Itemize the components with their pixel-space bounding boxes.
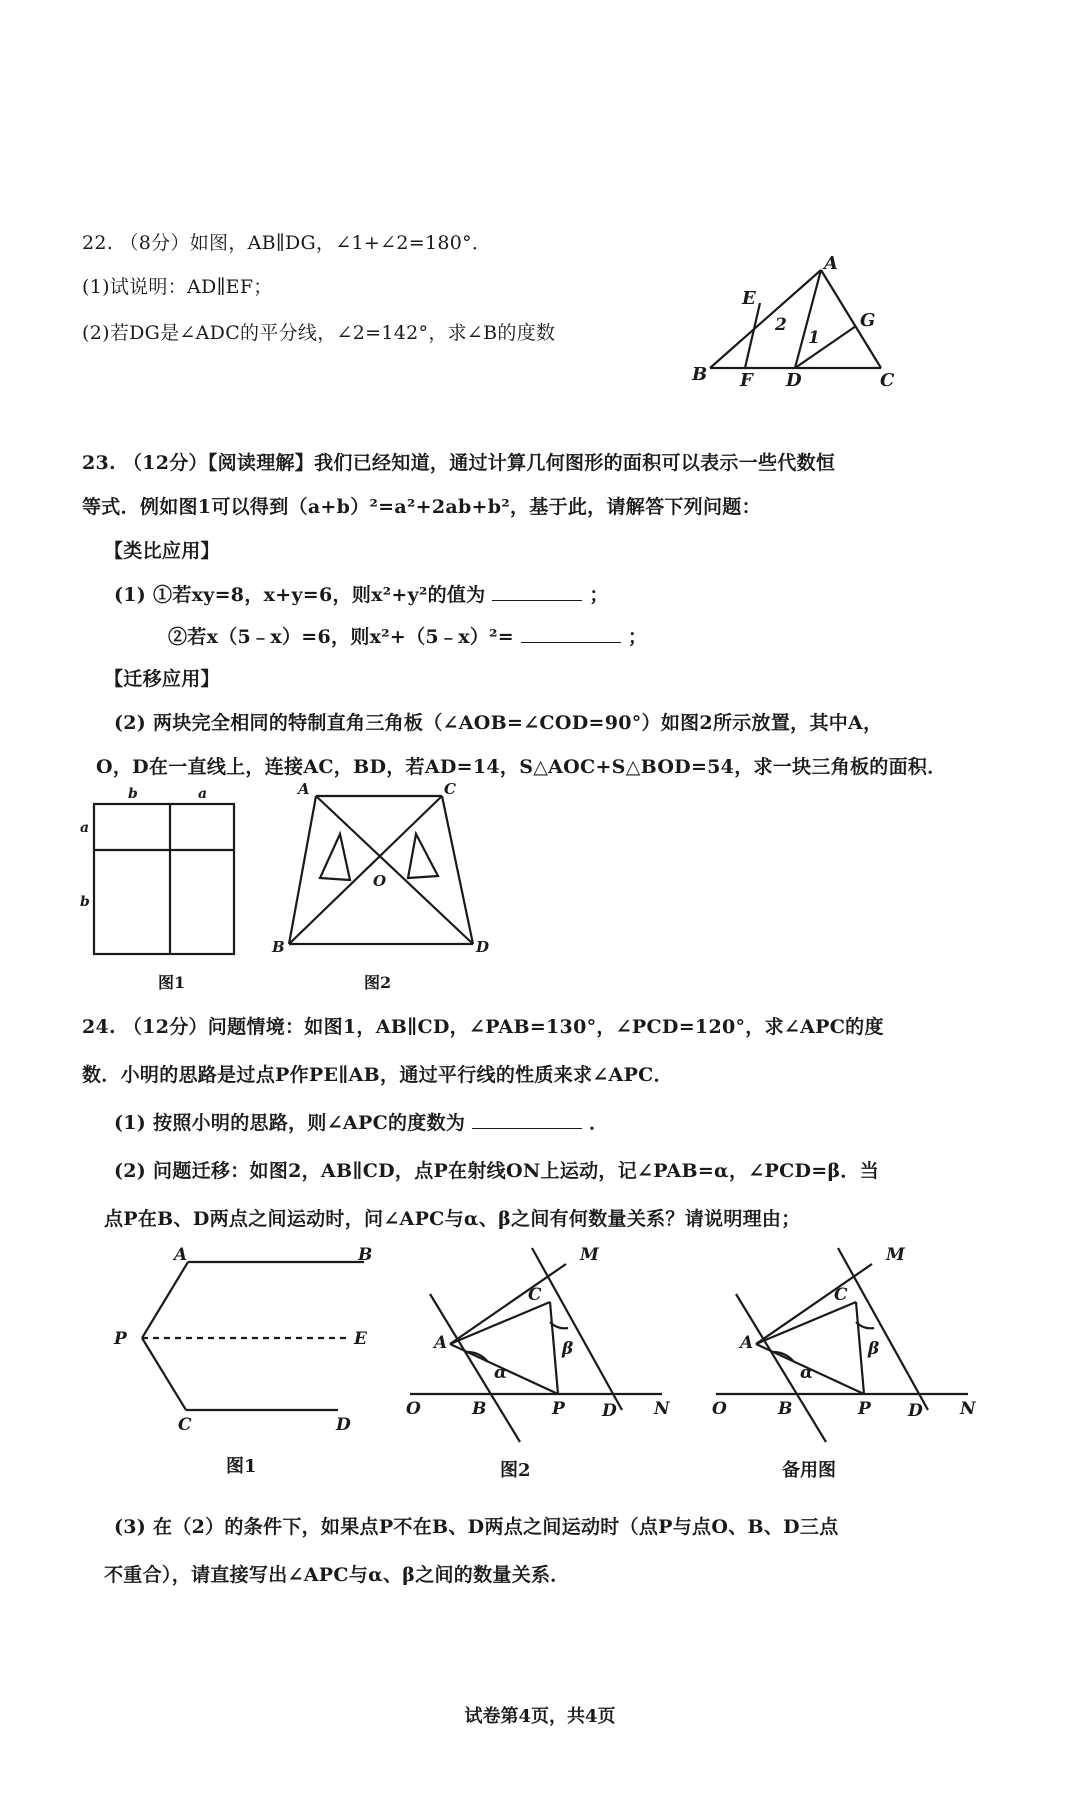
q24-figure3 bbox=[706, 1244, 996, 1480]
q24-fig3-label-M: M bbox=[886, 1245, 905, 1265]
q22-label-A: A bbox=[824, 253, 838, 274]
q23-figure2 bbox=[268, 780, 498, 992]
q24-fig1-label-B: B bbox=[358, 1245, 373, 1265]
q23-fig2-label-B: B bbox=[272, 938, 285, 956]
q24-p1-end: ． bbox=[589, 1112, 609, 1134]
q24-figure2 bbox=[400, 1244, 690, 1480]
q24-fig3-label-beta: β bbox=[868, 1339, 880, 1359]
q23-fig2-label-C: C bbox=[444, 780, 456, 798]
q24-fig1-label-P: P bbox=[114, 1329, 127, 1349]
q22-part1: (1)试说明：AD∥EF； bbox=[82, 276, 273, 298]
q24-p1 bbox=[114, 1108, 608, 1135]
q23-p1b bbox=[168, 622, 647, 649]
q22-label-C: C bbox=[880, 370, 895, 391]
q24-p2a: (2) 问题迁移：如图2，AB∥CD，点P在射线ON上运动，记∠PAB=α，∠PCD=β．当 bbox=[114, 1160, 880, 1182]
q23-p1b-blank[interactable] bbox=[521, 628, 621, 643]
q23-section2: 【迁移应用】 bbox=[104, 668, 220, 690]
q24-fig3-label-C: C bbox=[834, 1285, 848, 1305]
q22-part2: (2)若DG是∠ADC的平分线，∠2=142°，求∠B的度数 bbox=[82, 322, 556, 344]
q23-p1a-text: (1) ①若xy=8，x+y=6，则x²+y²的值为 bbox=[114, 584, 486, 606]
q23-section1: 【类比应用】 bbox=[104, 540, 220, 562]
q24-fig3-caption: 备用图 bbox=[782, 1460, 836, 1481]
q22-label-B: B bbox=[692, 364, 708, 385]
q24-fig2-label-C: C bbox=[528, 1285, 542, 1305]
q24-p3b: 不重合），请直接写出∠APC与α、β之间的数量关系． bbox=[104, 1564, 570, 1586]
q24-fig2-label-D: D bbox=[602, 1401, 617, 1421]
q24-fig2-label-A: A bbox=[434, 1333, 448, 1353]
q24-fig2-label-P: P bbox=[552, 1399, 565, 1419]
q24-fig2-label-O: O bbox=[406, 1399, 421, 1419]
q22-label-1: 1 bbox=[808, 328, 820, 348]
q24-fig2-label-alpha: α bbox=[494, 1363, 508, 1383]
q23-fig2-label-O: O bbox=[373, 872, 387, 890]
q24-fig3-label-D: D bbox=[908, 1401, 923, 1421]
q23-fig2-label-D: D bbox=[476, 938, 490, 956]
q22-label-F: F bbox=[740, 370, 753, 391]
q24-fig1-label-A: A bbox=[174, 1245, 188, 1265]
q24-figure1 bbox=[102, 1245, 382, 1478]
q24-header2: 数．小明的思路是过点P作PE∥AB，通过平行线的性质来求∠APC． bbox=[82, 1064, 673, 1086]
q24-fig2-label-M: M bbox=[580, 1245, 599, 1265]
q24-p1-blank[interactable] bbox=[472, 1114, 582, 1129]
q24-fig3-label-P: P bbox=[858, 1399, 871, 1419]
page-footer: 试卷第4页，共4页 bbox=[464, 1706, 616, 1727]
q23-fig2-caption: 图2 bbox=[364, 973, 392, 992]
q23-fig1-label-a-top: a bbox=[198, 786, 208, 802]
q24-fig2-label-beta: β bbox=[562, 1339, 574, 1359]
q23-figure1 bbox=[78, 782, 248, 992]
q23-p2b: O，D在一直线上，连接AC，BD，若AD=14，S△AOC+S△BOD=54，求一块三角板的面积． bbox=[96, 756, 947, 778]
q23-p1a bbox=[114, 580, 609, 607]
q22-label-E: E bbox=[742, 288, 756, 309]
q24-fig2-label-N: N bbox=[654, 1399, 670, 1419]
q24-fig1-label-C: C bbox=[178, 1415, 192, 1435]
q23-p1a-end: ； bbox=[589, 584, 609, 606]
q24-fig1-label-E: E bbox=[354, 1329, 367, 1349]
q23-fig1-label-b-left: b bbox=[80, 894, 90, 910]
q22-figure bbox=[680, 253, 910, 398]
q24-fig1-caption: 图1 bbox=[226, 1456, 257, 1477]
q24-fig3-label-N: N bbox=[960, 1399, 976, 1419]
q24-fig2-label-B: B bbox=[472, 1399, 487, 1419]
q23-p1b-end: ； bbox=[627, 626, 648, 648]
q23-fig1-label-b-top: b bbox=[128, 786, 138, 802]
q24-p1-text: (1) 按照小明的思路，则∠APC的度数为 bbox=[114, 1112, 466, 1134]
q23-fig2-label-A: A bbox=[298, 780, 310, 798]
q22-label-D: D bbox=[786, 370, 802, 391]
q24-fig3-label-A: A bbox=[740, 1333, 754, 1353]
q24-fig2-caption: 图2 bbox=[500, 1460, 531, 1481]
q24-p3a: (3) 在（2）的条件下，如果点P不在B、D两点之间运动时（点P与点O、B、D三点 bbox=[114, 1516, 839, 1538]
q23-header: 23. （12分）【阅读理解】我们已经知道，通过计算几何图形的面积可以表示一些代数恒 bbox=[82, 452, 836, 474]
q23-fig1-caption: 图1 bbox=[158, 973, 186, 992]
q23-p1b-text: ②若x（5﹣x）=6，则x²+（5﹣x）²= bbox=[168, 626, 514, 648]
q24-p2b: 点P在B、D两点之间运动时，问∠APC与α、β之间有何数量关系？请说明理由； bbox=[104, 1208, 801, 1230]
q24-fig3-label-alpha: α bbox=[800, 1363, 814, 1383]
q24-fig3-label-B: B bbox=[778, 1399, 793, 1419]
q22-label-2: 2 bbox=[775, 315, 787, 335]
q22-label-G: G bbox=[860, 310, 876, 331]
q24-header: 24. （12分）问题情境：如图1，AB∥CD，∠PAB=130°，∠PCD=120°，求∠APC的度 bbox=[82, 1016, 884, 1038]
q23-header2: 等式．例如图1可以得到（a+b）²=a²+2ab+b²，基于此，请解答下列问题： bbox=[82, 496, 761, 518]
q24-fig3-label-O: O bbox=[712, 1399, 727, 1419]
q23-p2a: (2) 两块完全相同的特制直角三角板（∠AOB=∠COD=90°）如图2所示放置，其中A， bbox=[114, 712, 883, 734]
q22-header: 22. （8分）如图，AB∥DG，∠1+∠2=180°． bbox=[82, 232, 492, 254]
q24-fig1-label-D: D bbox=[336, 1415, 351, 1435]
q23-fig1-label-a-left: a bbox=[80, 820, 90, 836]
q23-p1a-blank[interactable] bbox=[492, 586, 582, 601]
